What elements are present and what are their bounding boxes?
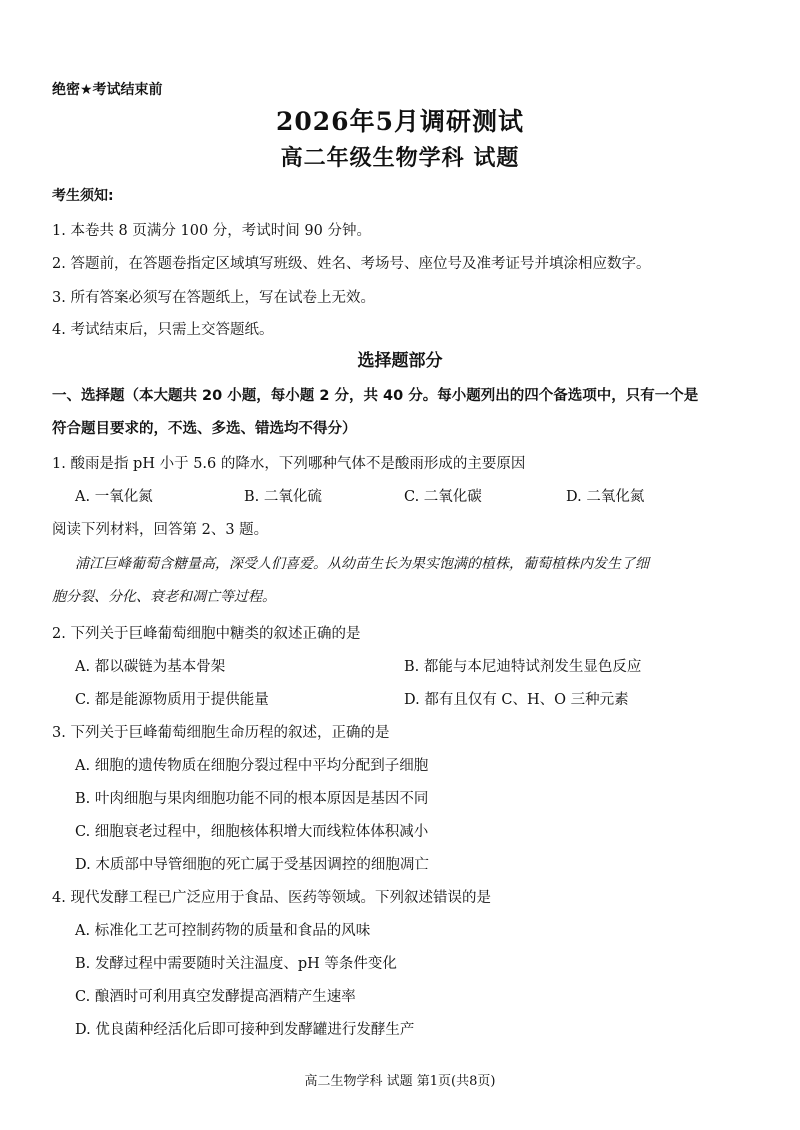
notice-item: 2. 答题前，在答题卷指定区域填写班级、姓名、考场号、座位号及准考证号并填涂相应数字。 — [52, 256, 651, 272]
question-1-option-b: B. 二氧化硫 — [244, 489, 322, 505]
question-2-option-d: D. 都有且仅有 C、H、O 三种元素 — [404, 692, 629, 708]
question-3-option-c: C. 细胞衰老过程中，细胞核体积增大而线粒体体积减小 — [75, 824, 429, 840]
notice-item: 4. 考试结束后，只需上交答题纸。 — [52, 322, 274, 338]
question-3-option-b: B. 叶肉细胞与果肉细胞功能不同的根本原因是基因不同 — [75, 791, 429, 807]
section-title: 选择题部分 — [357, 351, 443, 371]
exam-title: 2026年5月调研测试 — [276, 107, 524, 136]
question-4-option-c: C. 酿酒时可利用真空发酵提高酒精产生速率 — [75, 989, 356, 1005]
question-2-stem: 2. 下列关于巨峰葡萄细胞中糖类的叙述正确的是 — [52, 626, 361, 642]
question-1-option-a: A. 一氧化氮 — [75, 489, 153, 505]
notice-item: 3. 所有答案必须写在答题纸上，写在试卷上无效。 — [52, 290, 375, 306]
question-4-option-d: D. 优良菌种经活化后即可接种到发酵罐进行发酵生产 — [75, 1022, 415, 1038]
question-3-option-d: D. 木质部中导管细胞的死亡属于受基因调控的细胞凋亡 — [75, 857, 429, 873]
question-1-option-c: C. 二氧化碳 — [404, 489, 482, 505]
part-instruction-line1: 一、选择题（本大题共 20 小题，每小题 2 分，共 40 分。每小题列出的四个备选项中，只有一个是 — [52, 388, 699, 404]
question-2-option-c: C. 都是能源物质用于提供能量 — [75, 692, 269, 708]
question-4-option-a: A. 标准化工艺可控制药物的质量和食品的风味 — [75, 923, 371, 939]
exam-subtitle: 高二年级生物学科 试题 — [280, 145, 520, 171]
question-4-option-b: B. 发酵过程中需要随时关注温度、pH 等条件变化 — [75, 956, 397, 972]
reading-material-line1: 浦江巨峰葡萄含糖量高，深受人们喜爱。从幼苗生长为果实饱满的植株，葡萄植株内发生了细 — [75, 556, 649, 572]
notice-item: 1. 本卷共 8 页满分 100 分，考试时间 90 分钟。 — [52, 223, 371, 239]
reading-intro: 阅读下列材料，回答第 2、3 题。 — [52, 522, 269, 538]
notice-heading: 考生须知: — [52, 188, 114, 204]
confidential-label: 绝密★考试结束前 — [52, 82, 163, 98]
page-footer: 高二生物学科 试题 第1页(共8页) — [304, 1074, 496, 1089]
question-4-stem: 4. 现代发酵工程已广泛应用于食品、医药等领域。下列叙述错误的是 — [52, 890, 491, 906]
part-instruction-line2: 符合题目要求的，不选、多选、错选均不得分） — [52, 421, 357, 437]
question-3-option-a: A. 细胞的遗传物质在细胞分裂过程中平均分配到子细胞 — [75, 758, 429, 774]
question-3-stem: 3. 下列关于巨峰葡萄细胞生命历程的叙述，正确的是 — [52, 725, 390, 741]
question-1-option-d: D. 二氧化氮 — [566, 489, 645, 505]
question-2-option-a: A. 都以碳链为基本骨架 — [75, 659, 226, 675]
question-1-stem: 1. 酸雨是指 pH 小于 5.6 的降水，下列哪种气体不是酸雨形成的主要原因 — [52, 456, 526, 472]
reading-material-line2: 胞分裂、分化、衰老和凋亡等过程。 — [52, 589, 276, 605]
question-2-option-b: B. 都能与本尼迪特试剂发生显色反应 — [404, 659, 642, 675]
